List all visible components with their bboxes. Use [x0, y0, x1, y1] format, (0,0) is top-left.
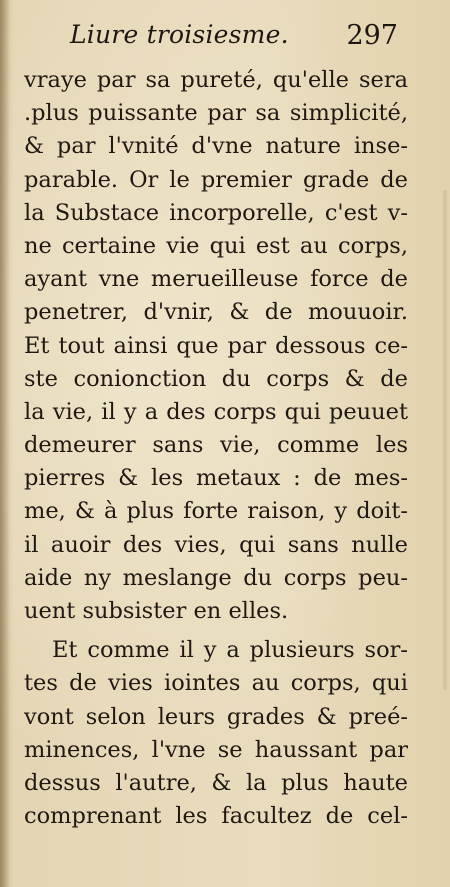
text-line: Et tout ainsi que par dessous ce- — [24, 332, 408, 359]
text-line: il auoir des vies, qui sans nulle — [24, 531, 408, 558]
text-line: comprenant les facultez de cel- — [24, 803, 408, 830]
paper-crease — [442, 190, 448, 690]
text-line: ne certaine vie qui est au corps, — [24, 232, 408, 259]
text-line: demeurer sans vie, comme les — [24, 432, 408, 459]
text-line: vont selon leurs grades & preé- — [24, 703, 408, 730]
running-head — [70, 20, 398, 56]
gutter-shadow — [0, 0, 10, 887]
text-line: pierres & les metaux : de mes- — [24, 465, 408, 492]
text-line: parable. Or le premier grade de — [24, 166, 408, 193]
text-line: uent subsister en elles. — [24, 598, 289, 624]
text-line: minences, l'vne se haussant par — [24, 736, 408, 763]
text-line: tes de vies iointes au corps, qui — [24, 670, 408, 697]
text-line: & par l'vnité d'vne nature inse- — [24, 133, 408, 160]
text-line: aide ny meslange du corps peu- — [24, 564, 408, 591]
text-line: ste conionction du corps & de — [24, 365, 408, 392]
text-line: la Substace incorporelle, c'est v- — [24, 199, 408, 226]
text-block — [24, 64, 408, 833]
running-title: Liure troisiesme. — [70, 20, 289, 49]
page-number: 297 — [346, 20, 398, 51]
text-line: la vie, il y a des corps qui peuuet — [24, 398, 408, 425]
text-line: dessus l'autre, & la plus haute — [24, 769, 408, 796]
text-line: Et comme il y a plusieurs sor- — [52, 637, 408, 664]
text-line: .plus puissante par sa simplicité, — [24, 100, 408, 127]
text-line: penetrer, d'vnir, & de mouuoir. — [24, 299, 408, 326]
text-line: vraye par sa pureté, qu'elle sera — [24, 67, 408, 93]
text-line: me, & à plus forte raison, y doit- — [24, 498, 408, 525]
text-line: ayant vne merueilleuse force de — [24, 266, 408, 293]
